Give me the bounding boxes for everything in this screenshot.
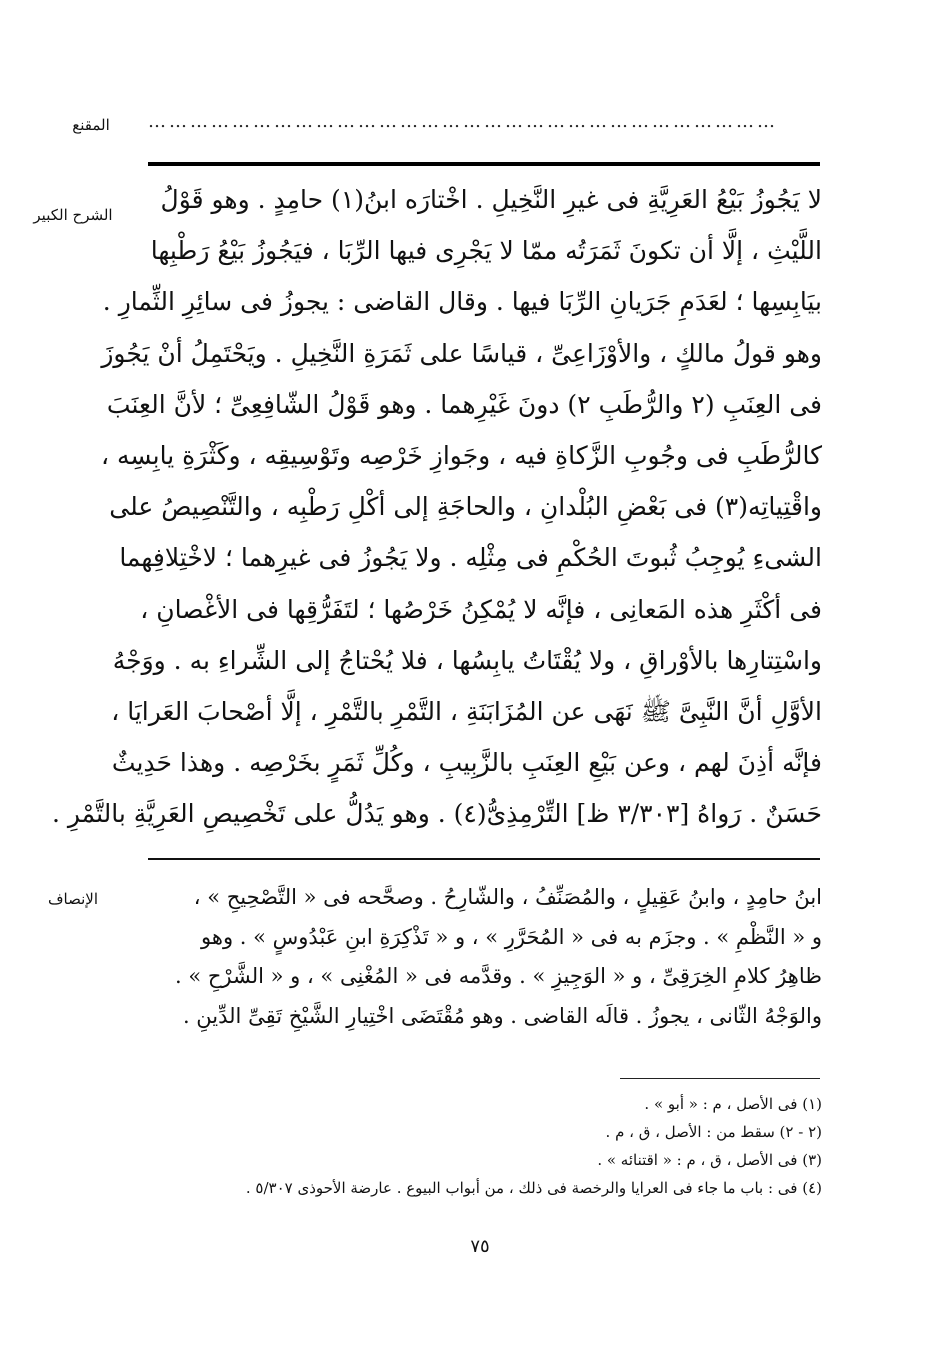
insaf-text-line: و « النَّظْمِ » . وجزَم به فى « المُحَرَّرِ » ، و « تَذْكِرَةِ ابنِ عَبْدُوسٍ » . وهو xyxy=(201,924,822,949)
footnote: (٤) فى : باب ما جاء فى العرايا والرخصة فى ذلك ، من أبواب البيوع . عارضة الأحوذى ٥/٣٠٧ . xyxy=(245,1179,822,1197)
main-text-line: الأوَّلِ أنَّ النَّبِىَّ ﷺ نَهَى عن المُزَابَنَةِ ، التَّمْرِ بالتَّمْرِ ، إلَّا أصْحابَ العَرايَا ، xyxy=(111,697,822,727)
header-dotted-leader: ……………………………………………………………………………… xyxy=(148,111,778,132)
footnotes xyxy=(146,1090,822,1202)
insaf-text-line: ابنُ حامِدٍ ، وابنُ عَقِيلٍ ، والمُصَنِّفُ ، والشّارِحُ . وصحَّحه فى « التَّصْحِيحِ » ، xyxy=(193,885,822,909)
section-divider xyxy=(148,858,820,860)
main-text-line: وهو قولُ مالكٍ ، والأوْزَاعِىِّ ، قياسًا على ثَمَرَةِ النَّخِيلِ . ويَحْتَمِلُ أنْ يَجُوزَ xyxy=(101,338,822,368)
main-text-line: اللَّيْثِ ، إلَّا أن تكونَ ثَمَرَتُه ممّا لا يَجْرِى فيها الرِّبَا ، فيَجُوزُ بَيْعُ رَطْبِها xyxy=(150,236,822,266)
main-text-line: فإنَّه أذِنَ لهم ، وعن بَيْعِ العِنَبِ بالزَّبِيبِ ، وكُلِّ ثَمَرٍ بخَرْصِه . وهذا حَدِيثٌ xyxy=(111,748,822,778)
insaf-text-line: والوَجْهُ الثّانى ، يجوزُ . قالَه القاضى . وهو مُقْتَضَى اخْتِيارِ الشَّيْخِ تَقِىِّ الدِّينِ . xyxy=(182,1003,822,1028)
insaf-text-block xyxy=(146,878,822,1036)
main-text-line: كالرُّطَبِ فى وجُوبِ الزَّكاةِ فيه ، وجَوازِ خَرْصِه وتَوْسِيقِه ، وكَثْرَةِ يابِسِه ، xyxy=(100,441,822,471)
margin-label-sharh: الشرح الكبير xyxy=(33,206,113,224)
footnote: (٢ - ٢) سقط من : الأصل ، ق ، م . xyxy=(605,1123,822,1141)
insaf-text-line: ظاهِرُ كلامِ الخِرَقِىِّ ، و « الوَجِيزِ » . وقدَّمه فى « المُغْنِى » ، و « الشَّرْحِ » . xyxy=(174,964,822,988)
footnote-separator xyxy=(620,1078,820,1079)
margin-label-insaf: الإنصاف xyxy=(47,890,99,908)
header-title: المقنع xyxy=(72,116,110,134)
footnote: (١) فى الأصل ، م : « أبو » . xyxy=(644,1095,822,1113)
main-text-line: واسْتِتارِها بالأوْراقِ ، ولا يُقْتَاتُ يابِسُها ، فلا يُحْتاجُ إلى الشِّراءِ به . ووَجْهُ xyxy=(112,645,822,675)
main-text-line: بيَابِسِها ؛ لعَدَمِ جَرَيانِ الرِّبَا فيها . وقال القاضى : يجوزُ فى سائِرِ الثِّمارِ . xyxy=(102,287,822,317)
main-text-line: الشىءِ يُوجِبُ ثُبوتَ الحُكْمِ فى مِثْلِه . ولا يَجُوزُ فى غيرِهما ؛ لاخْتِلافِهما xyxy=(119,543,822,573)
main-text-line: لا يَجُوزُ بَيْعُ العَرِيَّةِ فى غيرِ النَّخِيلِ . اخْتارَه ابنُ(١) حامِدٍ . وهو قَوْلُ xyxy=(160,185,822,214)
main-text-line: فى أكْثَرِ هذه المَعانِى ، فإنَّه لا يُمْكِنُ خَرْصُها ؛ لتَفَرُّقِها فى الأغْصانِ ، xyxy=(140,594,822,624)
main-text-line: حَسَنٌ . رَواهُ [٣/٣٠٣ ظ] التِّرْمِذِىُّ(٤) . وهو يَدُلُّ على تَخْصِيصِ العَرِيَّةِ بالتَّمْرِ . xyxy=(51,799,822,829)
main-text-line: واقْتِياتِه(٣) فى بَعْضِ البُلْدانِ ، والحاجَةِ إلى أكْلِ رَطْبِه ، والتَّنْصِيصُ على xyxy=(109,492,822,522)
footnote: (٣) فى الأصل ، ق ، م : « اقتنائه » . xyxy=(597,1151,822,1169)
page-number: ٧٥ xyxy=(470,1236,490,1257)
main-text-line: فى العِنَبِ (٢ والرُّطَبِ ٢) دونَ غَيْرِهما . وهو قَوْلُ الشّافِعِىِّ ؛ لأنَّ العِنَبَ xyxy=(106,389,822,419)
header-rule xyxy=(148,162,820,166)
